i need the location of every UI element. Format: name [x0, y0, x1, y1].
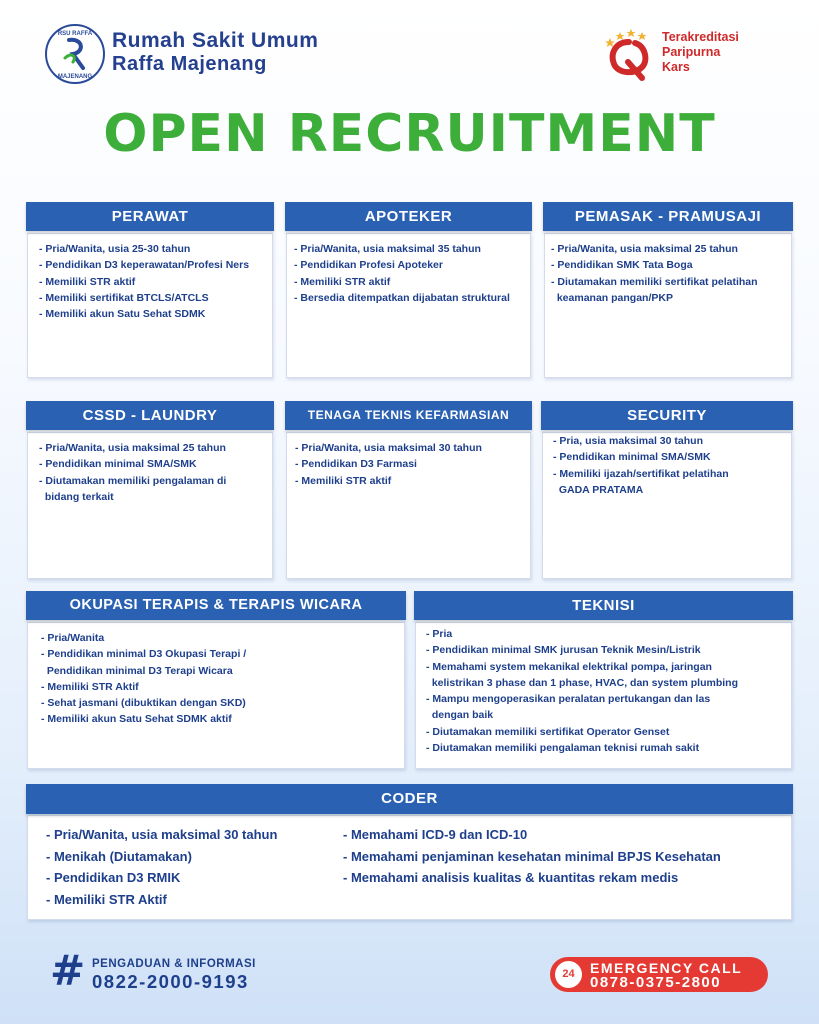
- requirement-item: - Memiliki akun Satu Sehat SDMK aktif: [41, 713, 232, 726]
- accreditation-line-2: Paripurna: [662, 45, 721, 59]
- requirement-item: GADA PRATAMA: [553, 483, 644, 496]
- kars-logo: [602, 28, 656, 82]
- requirement-item: - Memahami analisis kualitas & kuantitas rekam medis: [343, 870, 679, 885]
- job-card-ttk: [286, 432, 531, 579]
- requirement-item: kelistrikan 3 phase dan 1 phase, HVAC, dan system plumbing: [426, 676, 738, 689]
- requirement-item: - Pendidikan SMK Tata Boga: [551, 259, 693, 272]
- job-card-teknisi: [415, 622, 792, 769]
- accreditation-line-3: Kars: [662, 60, 690, 74]
- emergency-call-button[interactable]: [550, 957, 768, 992]
- job-card-pemasak: [544, 233, 792, 378]
- emergency-24-icon: 24: [555, 961, 582, 988]
- job-header-security: SECURITY: [541, 401, 793, 430]
- requirement-item: - Memiliki STR Aktif: [41, 680, 139, 693]
- requirement-item: - Sehat jasmani (dibuktikan dengan SKD): [41, 697, 246, 710]
- job-card-okupasi: [27, 622, 405, 769]
- requirement-item: dengan baik: [426, 709, 494, 722]
- requirement-item: - Memahami penjaminan kesehatan minimal BPJS Kesehatan: [343, 848, 721, 864]
- job-header-apoteker: APOTEKER: [285, 202, 532, 231]
- requirement-item: - Pendidikan minimal SMA/SMK: [553, 451, 711, 464]
- requirement-item: - Pria, usia maksimal 30 tahun: [553, 435, 703, 447]
- job-header-coder: CODER: [26, 784, 793, 814]
- requirement-item: - Diutamakan memiliki sertifikat Operator Genset: [426, 725, 670, 738]
- job-requirements-apoteker: [287, 234, 530, 306]
- requirement-item: - Memiliki STR aktif: [294, 275, 391, 288]
- requirement-item: - Pria/Wanita, usia 25-30 tahun: [39, 243, 191, 255]
- job-requirements-okupasi: [28, 623, 404, 728]
- requirement-item: - Mampu mengoperasikan peralatan pertukangan dan las: [426, 693, 711, 706]
- main-title: OPEN RECRUITMENT: [103, 104, 716, 164]
- requirement-item: - Memiliki sertifikat BTCLS/ATCLS: [39, 291, 209, 304]
- requirement-item: - Pria/Wanita: [41, 632, 105, 644]
- requirement-item: - Pendidikan minimal SMA/SMK: [39, 458, 197, 471]
- accreditation-text: [662, 30, 739, 75]
- emergency-label: EMERGENCY CALL: [590, 960, 743, 976]
- requirement-item: - Pendidikan D3 Farmasi: [295, 458, 417, 471]
- requirement-item: keamanan pangan/PKP: [551, 291, 673, 304]
- job-card-perawat: [27, 233, 273, 378]
- job-requirements-perawat: [28, 234, 272, 322]
- job-requirements-security: [543, 433, 791, 498]
- requirement-item: - Pria: [426, 628, 453, 640]
- requirement-item: - Pendidikan Profesi Apoteker: [294, 259, 443, 272]
- job-requirements-coder-left: [46, 824, 277, 910]
- requirement-item: - Memiliki STR aktif: [295, 474, 392, 487]
- logo-ring-top: RSU RAFFA: [57, 31, 93, 37]
- requirement-item: - Bersedia ditempatkan dijabatan struktural: [294, 291, 510, 304]
- hospital-logo: [45, 24, 105, 84]
- info-phone[interactable]: 0822-2000-9193: [92, 971, 249, 992]
- job-card-apoteker: [286, 233, 531, 378]
- hashtag-icon: #: [50, 946, 86, 995]
- logo-ring-bottom: MAJENANG: [57, 74, 93, 80]
- requirement-item: - Memiliki akun Satu Sehat SDMK: [39, 308, 206, 321]
- requirement-item: - Diutamakan memiliki pengalaman di: [39, 474, 227, 487]
- requirement-item: - Menikah (Diutamakan): [46, 848, 192, 864]
- hospital-name: Raffa Majenang: [112, 53, 267, 75]
- job-card-security: [542, 432, 792, 579]
- kars-q-icon: [602, 28, 656, 82]
- job-header-ttk: TENAGA TEKNIS KEFARMASIAN: [285, 401, 532, 430]
- job-header-perawat: PERAWAT: [26, 202, 274, 231]
- requirement-item: - Diutamakan memiliki pengalaman teknisi rumah sakit: [426, 742, 700, 755]
- job-card-coder: [27, 815, 792, 920]
- job-card-cssd: [27, 432, 273, 579]
- requirement-item: bidang terkait: [39, 490, 114, 503]
- requirement-item: - Pendidikan minimal D3 Okupasi Terapi /: [41, 648, 247, 661]
- job-header-pemasak: PEMASAK - PRAMUSAJI: [543, 202, 793, 231]
- requirement-item: Pendidikan minimal D3 Terapi Wicara: [41, 664, 233, 677]
- job-requirements-coder-right: [343, 824, 721, 889]
- requirement-item: - Pendidikan minimal SMK jurusan Teknik Mesin/Listrik: [426, 644, 701, 657]
- job-requirements-cssd: [28, 433, 272, 505]
- requirement-item: - Memahami ICD-9 dan ICD-10: [343, 827, 528, 842]
- job-header-cssd: CSSD - LAUNDRY: [26, 401, 274, 430]
- accreditation-line-1: Terakreditasi: [662, 30, 739, 44]
- requirement-item: - Memiliki STR Aktif: [46, 891, 167, 907]
- job-requirements-pemasak: [545, 234, 791, 306]
- requirement-item: - Pria/Wanita, usia maksimal 35 tahun: [294, 243, 481, 255]
- requirement-item: - Memahami system mekanikal elektrikal pompa, jaringan: [426, 660, 712, 673]
- info-label: PENGADUAN & INFORMASI: [92, 958, 256, 970]
- requirement-item: - Pria/Wanita, usia maksimal 25 tahun: [551, 243, 738, 255]
- requirement-item: - Diutamakan memiliki sertifikat pelatihan: [551, 275, 758, 288]
- requirement-item: - Memiliki ijazah/sertifikat pelatihan: [553, 467, 729, 480]
- hospital-logo-icon: [47, 26, 103, 82]
- requirement-item: - Memiliki STR aktif: [39, 275, 136, 288]
- job-requirements-teknisi: [416, 623, 791, 756]
- requirement-item: - Pendidikan D3 RMIK: [46, 870, 181, 885]
- emergency-phone: 0878-0375-2800: [590, 974, 722, 991]
- requirement-item: - Pria/Wanita, usia maksimal 25 tahun: [39, 442, 226, 454]
- hospital-title: Rumah Sakit Umum: [112, 29, 319, 52]
- requirement-item: - Pria/Wanita, usia maksimal 30 tahun: [295, 442, 482, 454]
- job-requirements-ttk: [287, 433, 530, 489]
- requirement-item: - Pendidikan D3 keperawatan/Profesi Ners: [39, 259, 250, 272]
- job-header-teknisi: TEKNISI: [414, 591, 793, 620]
- job-header-okupasi: OKUPASI TERAPIS & TERAPIS WICARA: [26, 591, 406, 620]
- requirement-item: - Pria/Wanita, usia maksimal 30 tahun: [46, 827, 278, 842]
